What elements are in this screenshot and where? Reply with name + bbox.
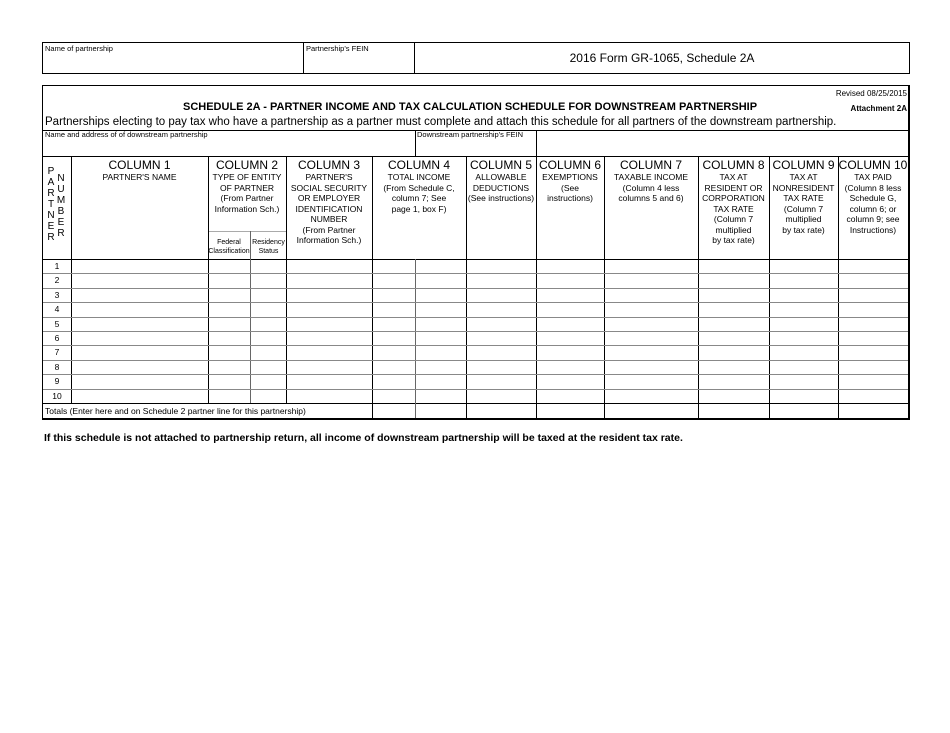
table-row[interactable] [72,303,908,316]
number-letter: E [57,217,65,228]
column-5-header [466,159,536,204]
row-number: 7 [54,347,60,358]
partnership-header-box [42,42,910,74]
row-number: 5 [54,318,60,329]
totals-label: Totals (Enter here and on Schedule 2 partner line for this partnership) [45,406,306,416]
row-number: 3 [54,289,60,300]
row-number: 2 [54,275,60,286]
partner-letter: E [47,221,55,232]
column-8-header [698,159,769,246]
table-row[interactable] [72,318,908,331]
downstream-fein-label: Downstream partnership's FEIN [417,130,524,139]
column-10-header [838,159,908,235]
partnership-fein-field[interactable] [304,43,415,73]
column-3-description: PARTNER'S SOCIAL SECURITY OR EMPLOYER IDENTIFICATION NUMBER (From Partner Information Sch.) [290,172,368,245]
table-row[interactable] [72,332,908,345]
downstream-fein-field[interactable] [416,138,535,156]
number-letter: B [57,206,65,217]
partner-letter: P [47,166,55,177]
column-8-title: COLUMN 8 [702,158,765,172]
column-2-title: COLUMN 2 [215,158,278,172]
column-4-header [372,159,466,214]
column-divider [769,403,770,418]
footer-note: If this schedule is not attached to partnership return, all income of downstream partnership will be taxed at the resident tax rate. [44,432,683,444]
column-1-header [71,159,208,183]
partner-letter: N [47,210,55,221]
column-divider [698,403,699,418]
intro-text: Partnerships electing to pay tax who have a partnership as a partner must complete and attach this schedule for all partners of the downstream partnership. [45,116,837,128]
column-9-description: TAX AT NONRESIDENT TAX RATE (Column 7 multiplied by tax rate) [772,172,835,235]
row-number: 10 [52,390,62,401]
table-row[interactable] [72,289,908,302]
column-3-title: COLUMN 3 [297,158,360,172]
form-title: 2016 Form GR-1065, Schedule 2A [569,51,755,65]
column-7-title: COLUMN 7 [619,158,682,172]
column-3-header [286,159,372,246]
divider [208,231,286,232]
divider [43,156,908,157]
form-title-cell [415,43,909,73]
partner-letter: A [47,177,55,188]
column-4-description: TOTAL INCOME (From Schedule C, column 7; See page 1, box F) [383,172,455,214]
column-5-description: ALLOWABLE DEDUCTIONS (See instructions) [467,172,535,203]
federal-classification-subhead: Federal Classification [208,239,250,255]
number-letter: R [57,228,65,239]
downstream-name-field[interactable] [43,138,414,156]
table-row[interactable] [72,361,908,374]
row-number: 4 [54,304,60,315]
column-7-header [604,159,698,204]
table-row[interactable] [72,346,908,359]
attachment-label: Attachment 2A [850,104,907,113]
partner-letter: R [47,232,55,243]
residency-status-subhead: Residency Status [252,239,285,255]
column-1-title: COLUMN 1 [108,158,171,172]
column-1-description: PARTNER'S NAME [102,172,177,182]
row-number: 1 [54,261,60,271]
partner-letter: R [47,188,55,199]
table-row[interactable] [72,375,908,388]
table-row[interactable] [72,260,908,273]
column-9-title: COLUMN 9 [772,158,835,172]
column-divider [536,403,537,418]
revised-date: Revised 08/25/2015 [835,89,907,98]
number-letter: U [57,184,65,195]
schedule-box [42,85,910,420]
column-divider [838,403,839,418]
column-8-description: TAX AT RESIDENT OR CORPORATION TAX RATE (Column 7 multiplied by tax rate) [702,172,765,245]
downstream-name-label: Name and address of of downstream partnership [45,130,208,139]
column-6-title: COLUMN 6 [538,158,601,172]
divider [536,130,537,156]
column-10-title: COLUMN 10 [838,158,908,172]
column-divider [466,403,467,418]
column-6-description: EXEMPTIONS (See instructions) [542,172,598,203]
column-divider [604,403,605,418]
number-letter: M [56,195,66,206]
partner-letter: T [47,199,55,210]
row-number: 6 [54,333,60,343]
partnership-name-label: Name of partnership [45,44,113,53]
column-4-title: COLUMN 4 [387,158,450,172]
schedule-title: SCHEDULE 2A - PARTNER INCOME AND TAX CALCULATION SCHEDULE FOR DOWNSTREAM PARTNERSHIP [183,101,758,113]
column-7-description: TAXABLE INCOME (Column 4 less columns 5 and 6) [614,172,688,203]
column-2-description: TYPE OF ENTITY OF PARTNER (From Partner Information Sch.) [212,172,282,214]
column-2-header [208,159,286,214]
column-9-header [769,159,838,235]
number-letter: N [57,173,65,184]
partnership-name-field[interactable] [43,43,304,73]
partnership-fein-label: Partnership's FEIN [306,44,369,53]
divider [43,403,908,404]
column-5-title: COLUMN 5 [469,158,532,172]
table-row[interactable] [72,274,908,287]
column-10-description: TAX PAID (Column 8 less Schedule G, column 6; or column 9; see Instructions) [844,172,902,235]
row-number: 9 [54,376,60,387]
table-row[interactable] [72,390,908,403]
column-divider [372,403,373,418]
column-6-header [536,159,604,204]
row-number: 8 [54,361,60,372]
